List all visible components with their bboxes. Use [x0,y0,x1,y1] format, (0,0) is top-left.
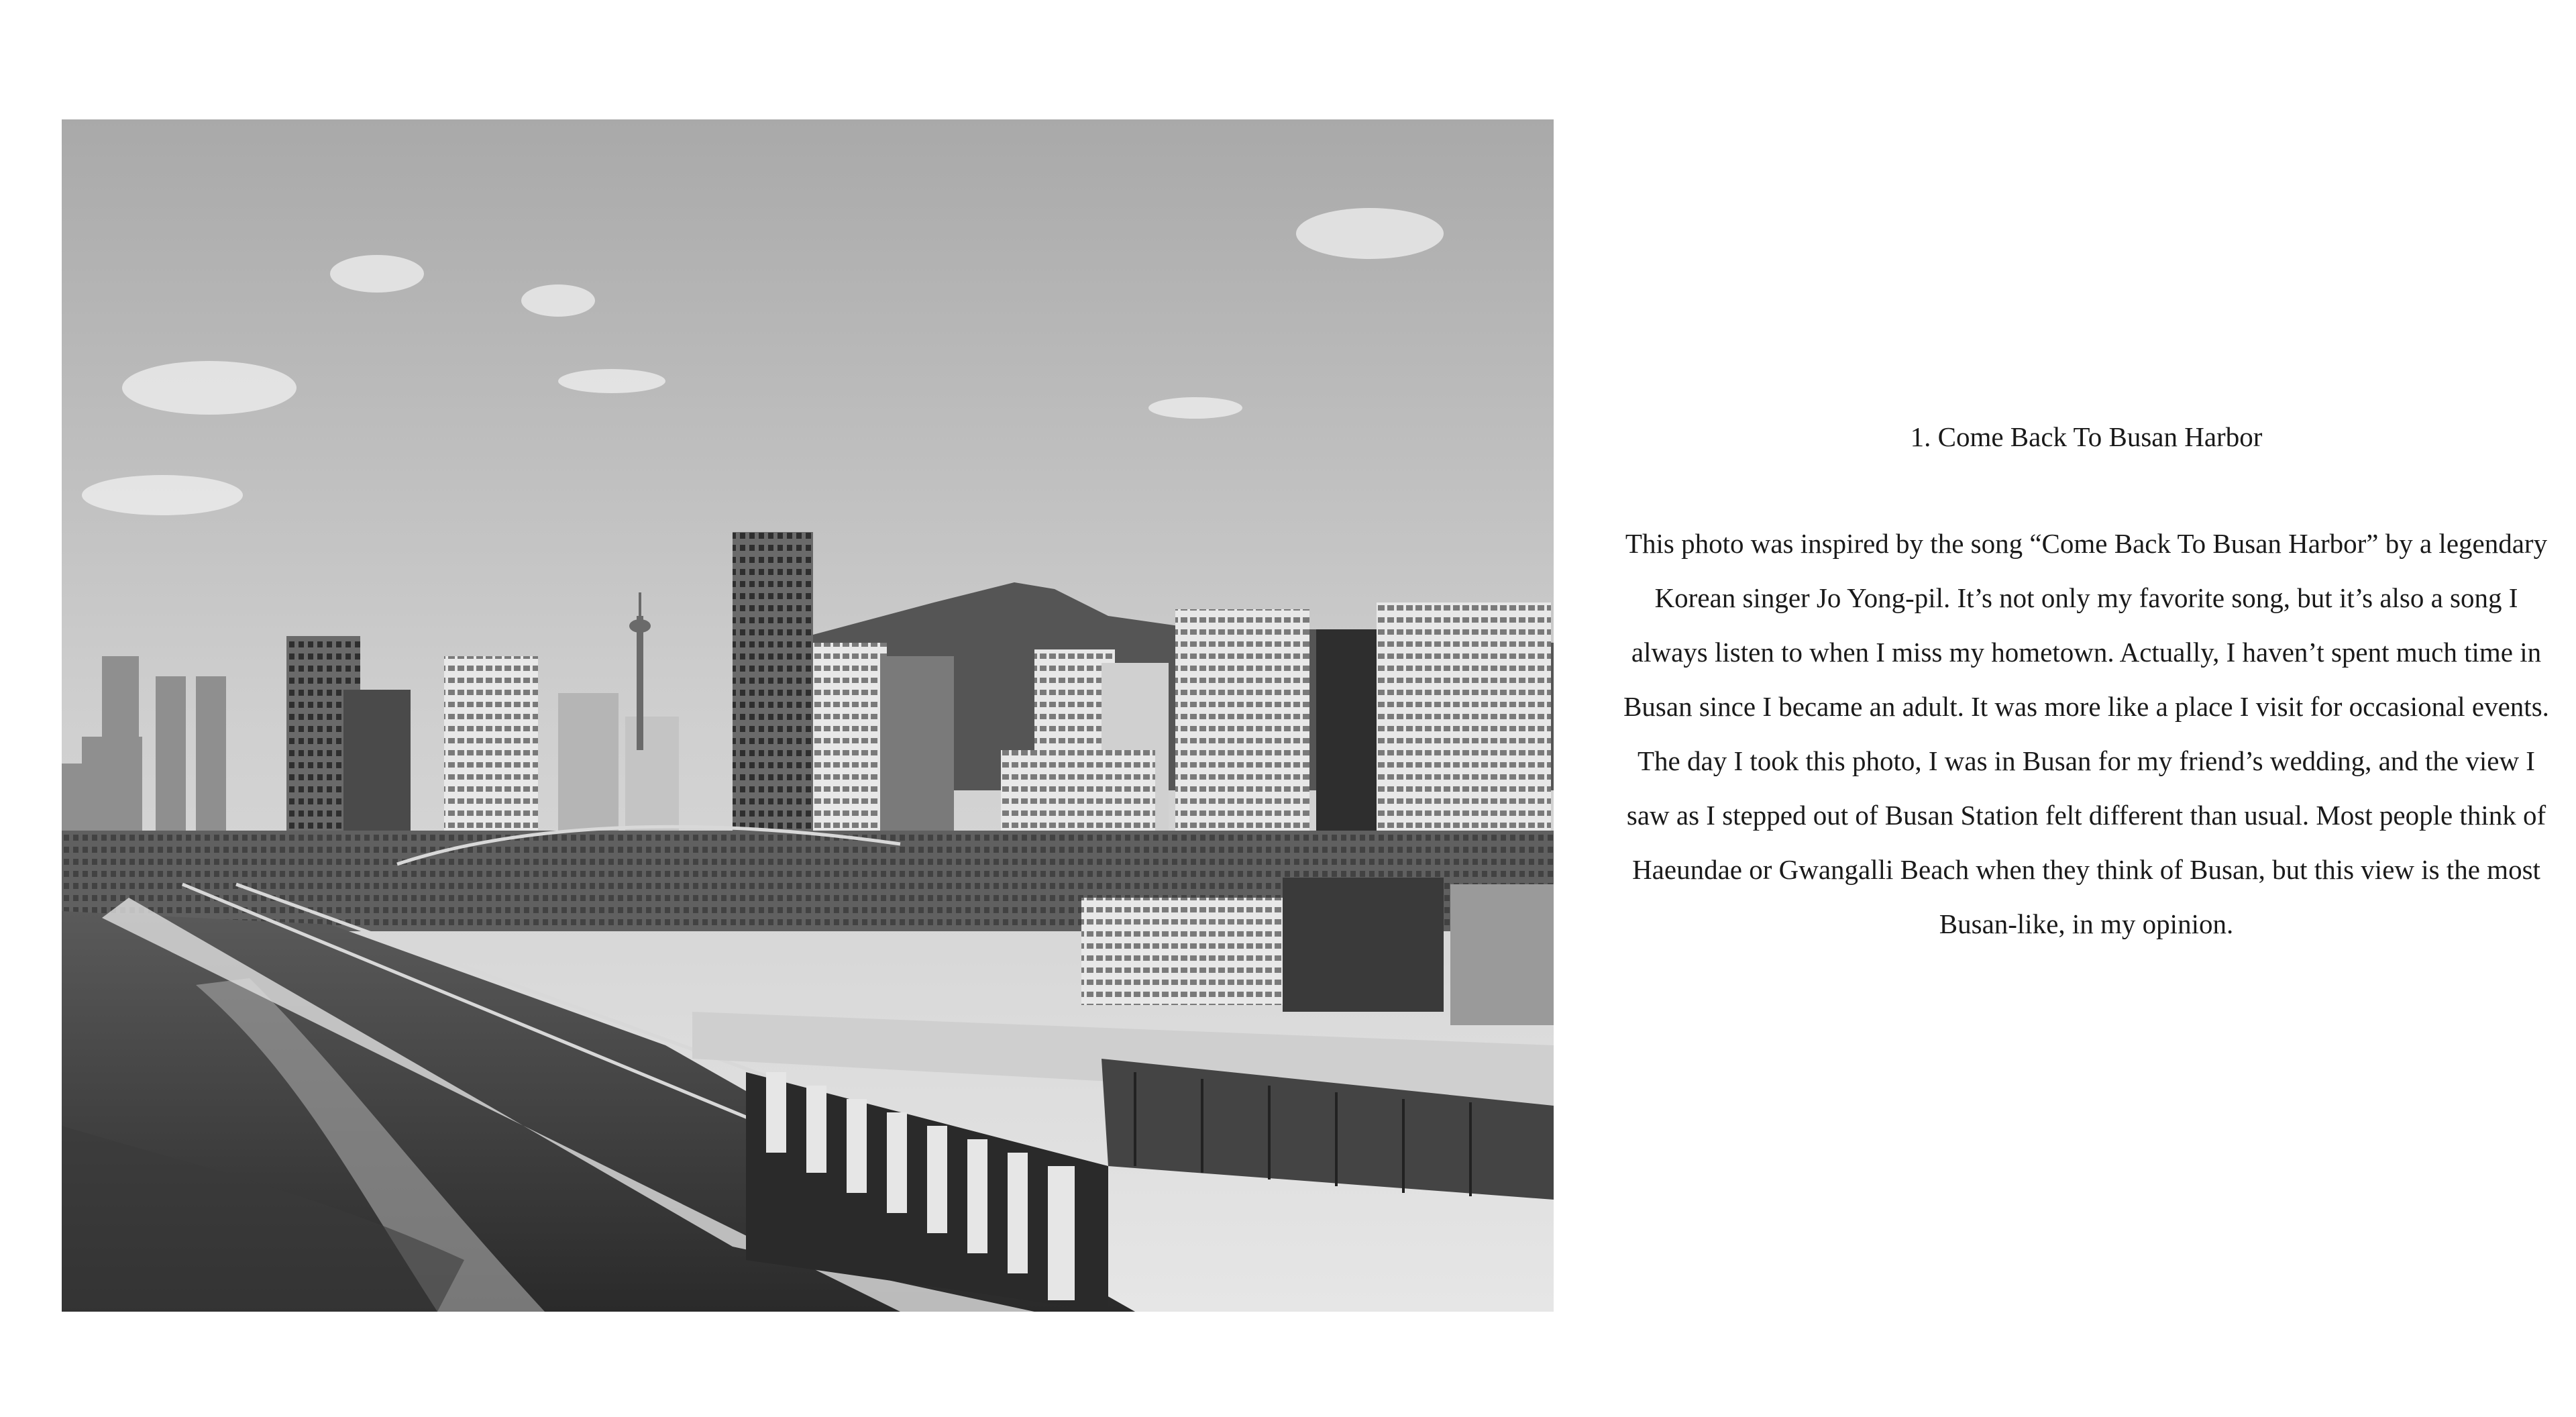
caption-title: 1. Come Back To Busan Harbor [1910,421,2263,452]
caption-line: saw as I stepped out of Busan Station felt different than usual. Most people think of [1626,800,2546,831]
caption-line: Korean singer Jo Yong-pil. It’s not only my favorite song, but it’s also a song I [1654,582,2518,613]
caption-body [1610,517,2563,951]
cityscape-photo [62,119,1554,1312]
caption-line: Haeundae or Gwangalli Beach when they think of Busan, but this view is the most [1632,854,2540,885]
caption-line: Busan since I became an adult. It was more like a place I visit for occasional events. [1623,691,2549,722]
cityscape-photo-illustration [62,119,1554,1312]
foreground-building [1081,898,1283,1005]
caption-line: Busan-like, in my opinion. [1939,908,2234,939]
caption-panel [1610,409,2563,951]
caption-line: The day I took this photo, I was in Busan for my friend’s wedding, and the view I [1638,745,2535,776]
caption-line: This photo was inspired by the song “Come Back To Busan Harbor” by a legendary [1625,528,2548,559]
caption-line: always listen to when I miss my hometown. Actually, I haven’t spent much time in [1631,637,2542,668]
